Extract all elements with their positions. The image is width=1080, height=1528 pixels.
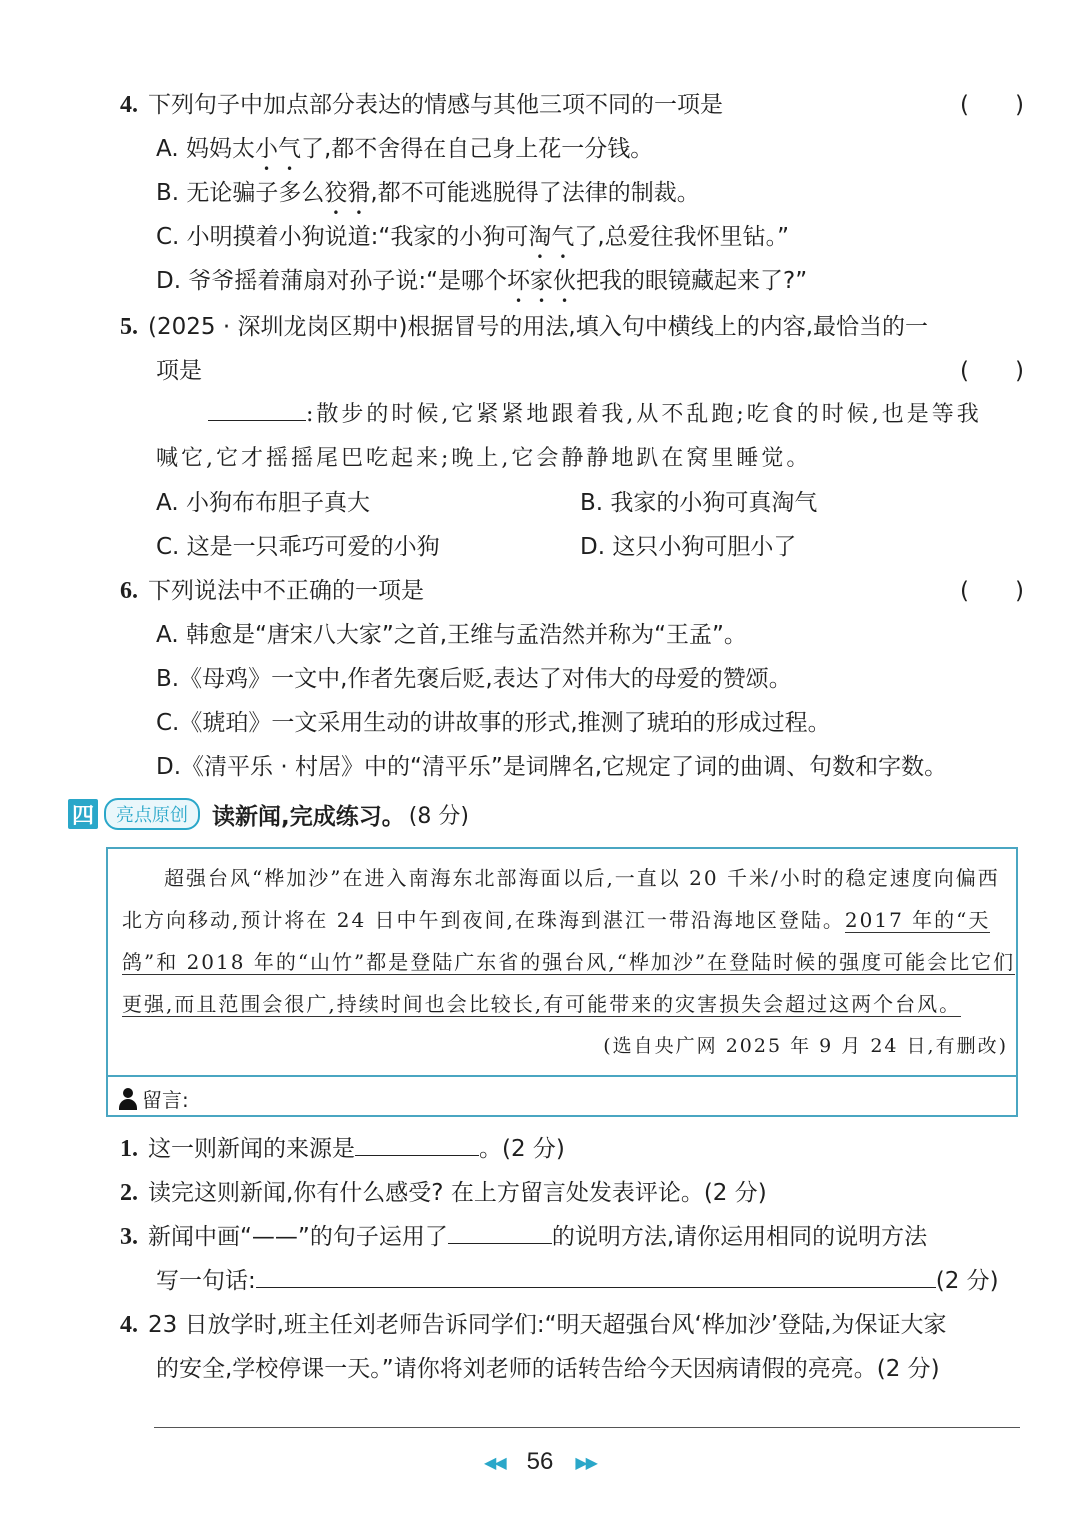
news-box <box>106 847 1018 1117</box>
q4-answer-paren[interactable]: ( ) <box>960 92 1024 118</box>
p3-question: 3. 新闻中画“——”的句子运用了 的说明方法,请你运用相同的说明方法 <box>120 1220 927 1254</box>
prev-page-arrow-icon: ◀◀ <box>484 1452 505 1472</box>
comment-area[interactable] <box>108 1075 1016 1119</box>
p4-question: 4. 23 日放学时,班主任刘老师告诉同学们:“明天超强台风‘桦加沙’登陆,为保证大家 <box>120 1312 947 1338</box>
q5-option-c: C. 这是一只乖巧可爱的小狗 <box>156 534 440 560</box>
p4-question-cont: 的安全,学校停课一天。”请你将刘老师的话转告给今天因病请假的亮亮。(2 分) <box>156 1356 940 1382</box>
news-line-3: 鸽”和 2018 年的“山竹”都是登陆广东省的强台风,“桦加沙”在登陆时候的强度可能会比它们 <box>122 950 1016 974</box>
page-number: 56 <box>526 1448 554 1475</box>
q5-passage-line2: 喊它,它才摇摇尾巴吃起来;晚上,它会静静地趴在窝里睡觉。 <box>156 446 812 471</box>
underlined-sentence: 2017 年的“天 <box>844 908 991 932</box>
news-line-2: 北方向移动,预计将在 24 日中午到夜间,在珠海到湛江一带沿海地区登陆。2017 年的“天 <box>122 908 991 932</box>
person-icon <box>118 1088 138 1110</box>
p3-method-blank[interactable] <box>448 1221 552 1244</box>
section-score: (8 分) <box>408 803 469 829</box>
q6-option-a: A. 韩愈是“唐宋八大家”之首,王维与孟浩然并称为“王孟”。 <box>156 622 747 648</box>
q5-fill-blank[interactable] <box>208 398 306 421</box>
section-header <box>68 796 469 832</box>
q6-option-b: B.《母鸡》一文中,作者先褒后贬,表达了对伟大的母爱的赞颂。 <box>156 666 792 692</box>
q6-option-d: D.《清平乐 · 村居》中的“清平乐”是词牌名,它规定了词的曲调、句数和字数。 <box>156 754 948 780</box>
q4-option-a: A. 妈妈太小气了,都不舍得在自己身上花一分钱。 <box>156 136 654 162</box>
comment-label: 留言: <box>118 1084 189 1113</box>
p1-question: 1. 这一则新闻的来源是 。(2 分) <box>120 1132 565 1166</box>
q5-answer-paren[interactable]: ( ) <box>960 358 1024 384</box>
q4-option-c: C. 小明摸着小狗说道:“我家的小狗可淘气了,总爱往我怀里钻。” <box>156 224 790 250</box>
q4-option-d: D. 爷爷摇着蒲扇对孙子说:“是哪个坏家伙把我的眼镜藏起来了?” <box>156 268 808 294</box>
q4-option-b: B. 无论骗子多么狡猾,都不可能逃脱得了法律的制裁。 <box>156 180 700 206</box>
q5-stem-cont: 项是 <box>156 358 202 384</box>
news-line-1: 超强台风“桦加沙”在进入南海东北部海面以后,一直以 20 千米/小时的稳定速度向偏西 <box>164 866 1000 890</box>
news-line-4: 更强,而且范围会很广,持续时间也会比较长,有可能带来的灾害损失会超过这两个台风。 <box>122 992 962 1016</box>
p2-question: 2. 读完这则新闻,你有什么感受? 在上方留言处发表评论。(2 分) <box>120 1180 767 1206</box>
q5-passage-line1: :散步的时候,它紧紧地跟着我,从不乱跑;吃食的时候,也是等我 <box>208 398 982 432</box>
page-footer <box>0 1448 1080 1476</box>
original-tag-badge: 亮点原创 <box>104 798 200 830</box>
q5-stem: 5. (2025 · 深圳龙岗区期中)根据冒号的用法,填入句中横线上的内容,最恰当的一 <box>120 314 929 340</box>
q5-option-a: A. 小狗布布胆子真大 <box>156 490 370 516</box>
p4-answer-line[interactable] <box>154 1427 1020 1428</box>
p1-answer-blank[interactable] <box>355 1133 479 1156</box>
section-number-badge: 四 <box>68 799 98 829</box>
q4-stem: 4. 下列句子中加点部分表达的情感与其他三项不同的一项是 <box>120 92 723 118</box>
p3-sentence-blank[interactable] <box>256 1265 936 1288</box>
section-title: 读新闻,完成练习。 <box>212 803 405 830</box>
p3-question-cont: 写一句话: (2 分) <box>156 1264 999 1298</box>
q5-option-b: B. 我家的小狗可真淘气 <box>580 490 818 516</box>
q6-stem: 6. 下列说法中不正确的一项是 <box>120 578 424 604</box>
q6-answer-paren[interactable]: ( ) <box>960 578 1024 604</box>
next-page-arrow-icon: ▶▶ <box>575 1452 596 1472</box>
q5-option-d: D. 这只小狗可胆小了 <box>580 534 797 560</box>
news-source: (选自央广网 2025 年 9 月 24 日,有删改) <box>603 1035 1008 1057</box>
q6-option-c: C.《琥珀》一文采用生动的讲故事的形式,推测了琥珀的形成过程。 <box>156 710 831 736</box>
